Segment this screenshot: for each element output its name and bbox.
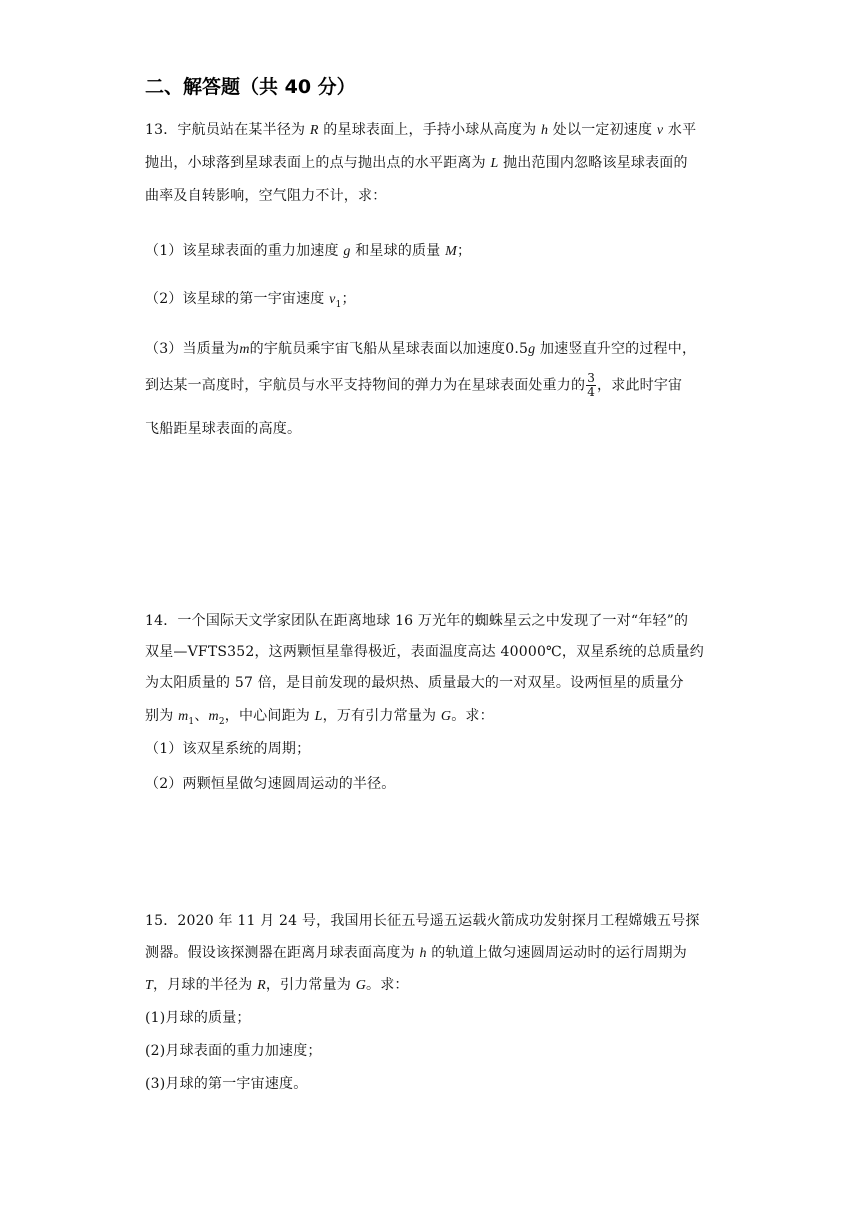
q14-part-1: （1）该双星系统的周期； bbox=[145, 741, 311, 757]
q14-line-1: 14．一个国际天文学家团队在距离地球 16 万光年的蜘蛛星云之中发现了一对“年轻”的 bbox=[145, 613, 689, 629]
q15-part-2: (2)月球表面的重力加速度； bbox=[145, 1043, 322, 1059]
q13-part-3-line-3: 飞船距星球表面的高度。 bbox=[145, 421, 302, 437]
section-title: 二、解答题（共 40 分） bbox=[145, 76, 356, 98]
q15-line-3: T，月球的半径为 R，引力常量为 G。求： bbox=[145, 977, 409, 993]
q15-line-1: 15．2020 年 11 月 24 号，我国用长征五号遥五运载火箭成功发射探月工程嫦娥五号探 bbox=[145, 913, 700, 929]
q13-part-2: （2）该星球的第一宇宙速度 $v_1$； bbox=[145, 291, 356, 310]
q13-part-3: （3）当质量为m的宇航员乘宇宙飞船从星球表面以加速度0.5g 加速竖直升空的过程中， bbox=[145, 341, 697, 357]
q15-part-3: (3)月球的第一宇宙速度。 bbox=[145, 1076, 308, 1092]
q14-line-4: 别为 $m_1$、$m_2$，中心间距为 L，万有引力常量为 G。求： bbox=[145, 708, 494, 727]
q15-part-1: (1)月球的质量； bbox=[145, 1010, 251, 1026]
q13-line-2: 抛出，小球落到星球表面上的点与抛出点的水平距离为 L 抛出范围内忽略该星球表面的 bbox=[145, 155, 688, 171]
q15-line-2: 测器。假设该探测器在距离月球表面高度为 h 的轨道上做匀速圆周运动时的运行周期为 bbox=[145, 945, 687, 961]
q14-part-2: （2）两颗恒星做匀速圆周运动的半径。 bbox=[145, 776, 396, 792]
q13-line-1: 13．宇航员站在某半径为 R 的星球表面上，手持小球从高度为 h 处以一定初速度 v 水平 bbox=[145, 122, 697, 138]
q13-part-1: （1）该星球表面的重力加速度 g 和星球的质量 M； bbox=[145, 243, 472, 259]
q13-line-3: 曲率及自转影响，空气阻力不计，求： bbox=[145, 188, 387, 204]
q14-line-3: 为太阳质量的 57 倍，是目前发现的最炽热、质量最大的一对双星。设两恒星的质量分 bbox=[145, 675, 684, 691]
q13-part-3-line-2: 到达某一高度时，宇航员与水平支持物间的弹力为在星球表面处重力的 $\frac{3}{4}$ ，求此时宇宙 bbox=[145, 371, 683, 399]
fraction: $\frac{3}{4}$ bbox=[587, 371, 596, 399]
q14-line-2: 双星—VFTS352，这两颗恒星靠得极近，表面温度高达 40000℃，双星系统的总质量约 bbox=[145, 644, 704, 660]
